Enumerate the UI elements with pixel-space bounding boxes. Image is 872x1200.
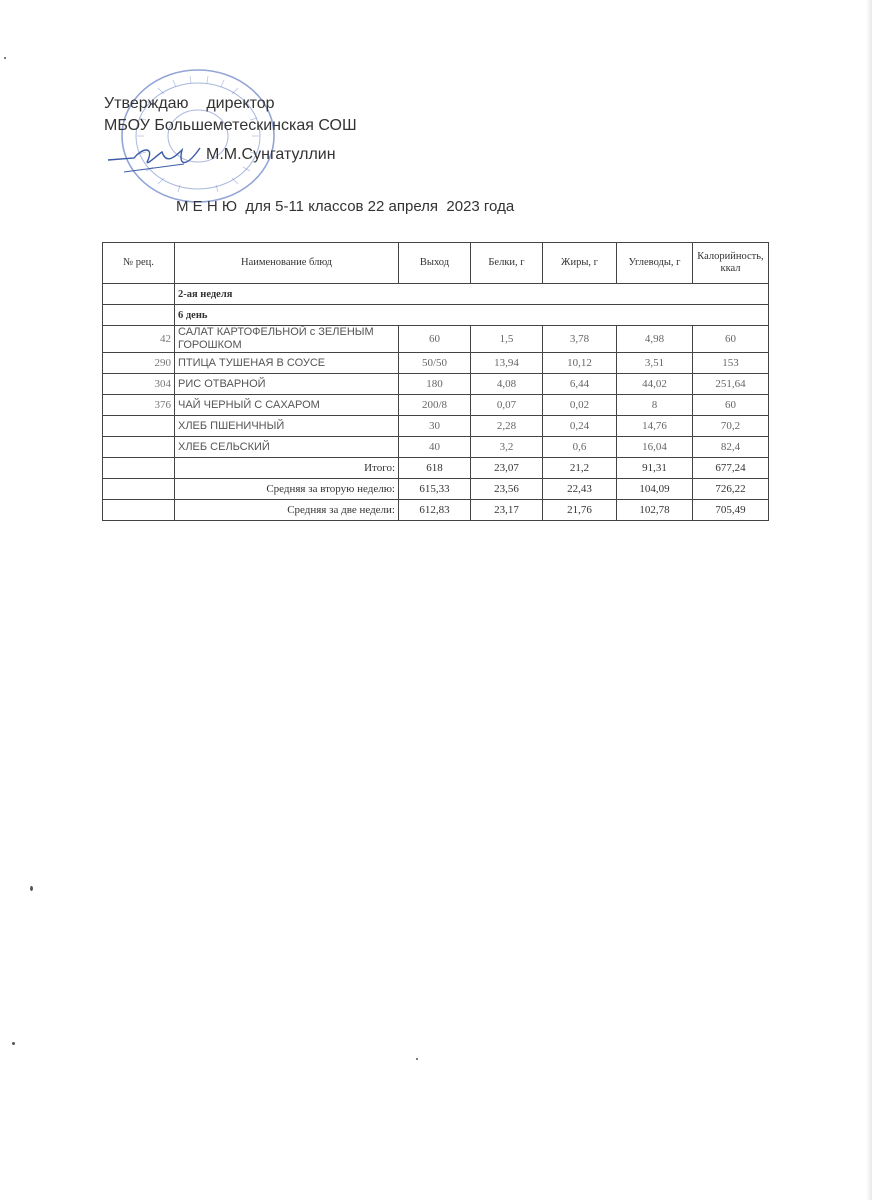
menu-table [102, 242, 769, 521]
dish-protein: 0,07 [471, 395, 543, 416]
signature [104, 138, 214, 178]
total-carbs: 91,31 [617, 458, 693, 479]
dish-name: ХЛЕБ ПШЕНИЧНЫЙ [175, 416, 399, 437]
two-week-average-protein: 23,17 [471, 500, 543, 521]
dish-carbs: 44,02 [617, 374, 693, 395]
table-row [103, 353, 769, 374]
dish-yield: 50/50 [399, 353, 471, 374]
week-row [103, 284, 769, 305]
dish-fat: 0,02 [543, 395, 617, 416]
dish-kcal: 82,4 [693, 437, 769, 458]
two-week-average-kcal: 705,49 [693, 500, 769, 521]
week-average-carbs: 104,09 [617, 479, 693, 500]
two-week-average-fat: 21,76 [543, 500, 617, 521]
scan-speck [12, 1042, 15, 1045]
dish-fat: 3,78 [543, 326, 617, 353]
day-row [103, 305, 769, 326]
approval-line-1: Утверждаю директор [104, 95, 275, 112]
day-label: 6 день [175, 305, 769, 326]
header-yield: Выход [399, 243, 471, 284]
dish-carbs: 3,51 [617, 353, 693, 374]
dish-yield: 180 [399, 374, 471, 395]
week-average-row [103, 479, 769, 500]
scan-speck [416, 1058, 418, 1060]
dish-protein: 4,08 [471, 374, 543, 395]
dish-name: ПТИЦА ТУШЕНАЯ В СОУСЕ [175, 353, 399, 374]
week-label: 2-ая неделя [175, 284, 769, 305]
week-average-fat: 22,43 [543, 479, 617, 500]
dish-kcal: 60 [693, 326, 769, 353]
header-carbs: Углеводы, г [617, 243, 693, 284]
dish-protein: 1,5 [471, 326, 543, 353]
approval-director-name: М.М.Сунгатуллин [206, 146, 336, 163]
table-row [103, 374, 769, 395]
dish-fat: 0,24 [543, 416, 617, 437]
dish-yield: 60 [399, 326, 471, 353]
dish-name: САЛАТ КАРТОФЕЛЬНОЙ с ЗЕЛЕНЫМ ГОРОШКОМ [175, 326, 399, 353]
approval-line-2: МБОУ Большеметескинская СОШ [104, 117, 357, 134]
header-protein: Белки, г [471, 243, 543, 284]
header-dish-name: Наименование блюд [175, 243, 399, 284]
recipe-num [103, 437, 175, 458]
table-row [103, 395, 769, 416]
school-stamp [118, 66, 278, 206]
dish-carbs: 8 [617, 395, 693, 416]
week-average-yield: 615,33 [399, 479, 471, 500]
dish-kcal: 251,64 [693, 374, 769, 395]
recipe-num: 290 [103, 353, 175, 374]
dish-name: ЧАЙ ЧЕРНЫЙ С САХАРОМ [175, 395, 399, 416]
dish-kcal: 153 [693, 353, 769, 374]
week-average-protein: 23,56 [471, 479, 543, 500]
dish-name: РИС ОТВАРНОЙ [175, 374, 399, 395]
dish-yield: 200/8 [399, 395, 471, 416]
table-row [103, 437, 769, 458]
scan-speck [4, 57, 6, 59]
table-row [103, 326, 769, 353]
total-protein: 23,07 [471, 458, 543, 479]
recipe-num: 42 [103, 326, 175, 353]
recipe-num: 376 [103, 395, 175, 416]
total-row [103, 458, 769, 479]
header-recipe-num: № рец. [103, 243, 175, 284]
recipe-num: 304 [103, 374, 175, 395]
two-week-average-label: Средняя за две недели: [175, 500, 399, 521]
table-row [103, 416, 769, 437]
total-kcal: 677,24 [693, 458, 769, 479]
table-header-row [103, 243, 769, 284]
total-yield: 618 [399, 458, 471, 479]
scan-edge [866, 0, 872, 1200]
week-average-label: Средняя за вторую неделю: [175, 479, 399, 500]
dish-fat: 10,12 [543, 353, 617, 374]
week-average-kcal: 726,22 [693, 479, 769, 500]
two-week-average-row [103, 500, 769, 521]
dish-kcal: 70,2 [693, 416, 769, 437]
scan-speck [30, 886, 33, 891]
dish-protein: 2,28 [471, 416, 543, 437]
dish-yield: 30 [399, 416, 471, 437]
dish-protein: 3,2 [471, 437, 543, 458]
dish-name: ХЛЕБ СЕЛЬСКИЙ [175, 437, 399, 458]
dish-fat: 0,6 [543, 437, 617, 458]
dish-carbs: 16,04 [617, 437, 693, 458]
dish-carbs: 4,98 [617, 326, 693, 353]
dish-kcal: 60 [693, 395, 769, 416]
total-fat: 21,2 [543, 458, 617, 479]
two-week-average-yield: 612,83 [399, 500, 471, 521]
header-kcal: Калорийность, ккал [693, 243, 769, 284]
dish-protein: 13,94 [471, 353, 543, 374]
recipe-num [103, 416, 175, 437]
header-fat: Жиры, г [543, 243, 617, 284]
dish-fat: 6,44 [543, 374, 617, 395]
menu-title: М Е Н Ю для 5-11 классов 22 апреля 2023 года [176, 198, 515, 215]
dish-carbs: 14,76 [617, 416, 693, 437]
total-label: Итого: [175, 458, 399, 479]
dish-yield: 40 [399, 437, 471, 458]
two-week-average-carbs: 102,78 [617, 500, 693, 521]
